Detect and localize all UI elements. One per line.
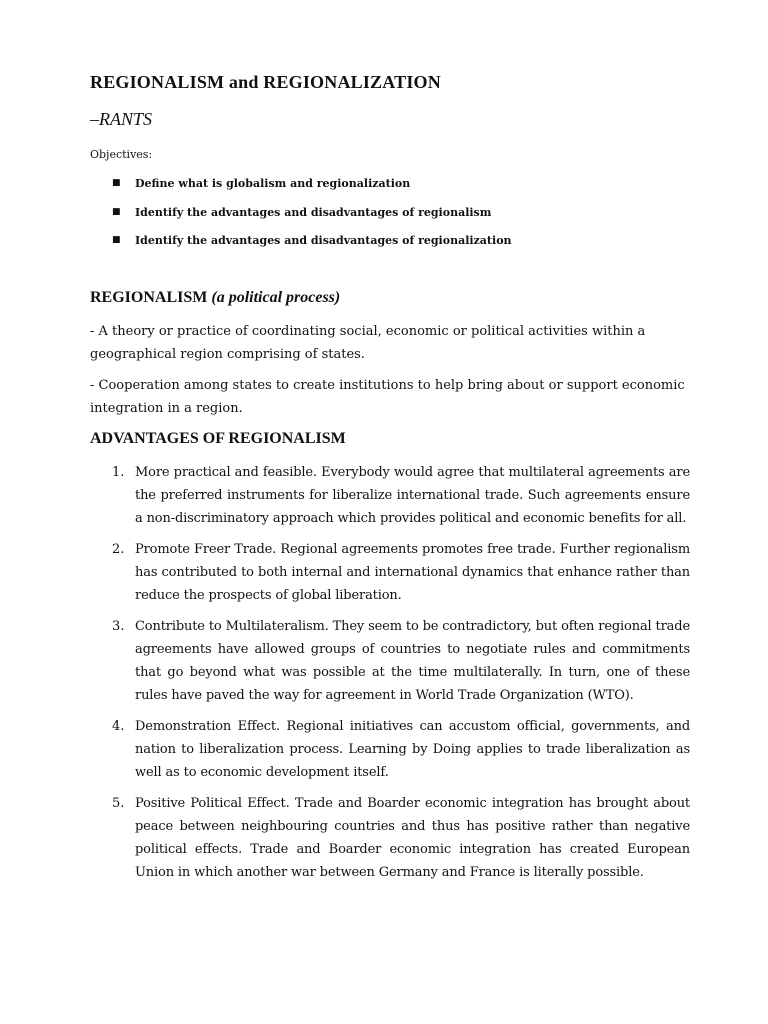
regionalism-heading-aside: (a political process) xyxy=(211,289,341,306)
objectives-list xyxy=(112,176,512,262)
regionalism-heading xyxy=(90,289,340,307)
advantages-heading: ADVANTAGES OF REGIONALISM xyxy=(90,430,346,447)
document-title: REGIONALISM and REGIONALIZATION xyxy=(90,72,441,92)
advantage-number: 5. xyxy=(112,796,125,811)
advantage-item xyxy=(90,715,690,784)
advantage-number: 1. xyxy=(112,465,125,480)
square-bullet-icon: ■ xyxy=(112,235,121,245)
advantage-text: Promote Freer Trade. Regional agreements promotes free trade. Further regionalism has contributed to both internal and international dynamics that enhance rather than reduce the prospects of global liberation. xyxy=(135,542,690,603)
objective-text: Define what is globalism and regionalization xyxy=(135,177,411,190)
definition-paragraph: - A theory or practice of coordinating social, economic or political activities within a geographical region comprising of states. xyxy=(90,324,646,362)
advantage-item xyxy=(90,538,690,607)
advantage-number: 2. xyxy=(112,542,125,557)
square-bullet-icon: ■ xyxy=(112,206,121,217)
objective-item xyxy=(112,176,512,205)
objective-item xyxy=(112,233,512,262)
objective-item xyxy=(112,205,512,234)
objective-text: Identify the advantages and disadvantages of regionalization xyxy=(135,234,512,247)
regionalism-heading-text: REGIONALISM xyxy=(90,289,208,306)
objective-text: Identify the advantages and disadvantages of regionalism xyxy=(135,205,492,219)
advantage-number: 4. xyxy=(112,719,125,734)
document-subtitle: –RANTS xyxy=(90,109,153,129)
definition-paragraph: - Cooperation among states to create institutions to help bring about or support economic integration in a region. xyxy=(90,378,685,416)
advantage-text: Contribute to Multilateralism. They seem to be contradictory, but often regional trade agreements have allowed groups of countries to negotiate rules and commitments that go beyond what was possible at the time multilaterally. In turn, one of these rules have paved the way for agreement in World Trade Organization (WTO). xyxy=(135,619,690,703)
advantage-item xyxy=(90,461,690,530)
advantage-item xyxy=(90,615,690,707)
objectives-label: Objectives: xyxy=(90,148,153,161)
advantage-text: More practical and feasible. Everybody would agree that multilateral agreements are the preferred instruments for liberalize international trade. Such agreements ensure a non-discriminatory approach which provides political and economic benefits for all. xyxy=(135,465,690,526)
advantage-text: Demonstration Effect. Regional initiatives can accustom official, governments, and nation to liberalization process. Learning by Doing applies to trade liberalization as well as to economic development itself. xyxy=(135,719,690,780)
square-bullet-icon: ■ xyxy=(112,178,121,188)
advantage-number: 3. xyxy=(112,619,125,634)
advantages-list xyxy=(90,461,690,892)
advantage-item xyxy=(90,792,690,884)
advantage-text: Positive Political Effect. Trade and Boarder economic integration has brought about peace between neighbouring countries and thus has positive rather than negative political effects. Trade and Boarder economic integration has created European Union in which another war between Germany and France is literally possible. xyxy=(135,796,690,880)
